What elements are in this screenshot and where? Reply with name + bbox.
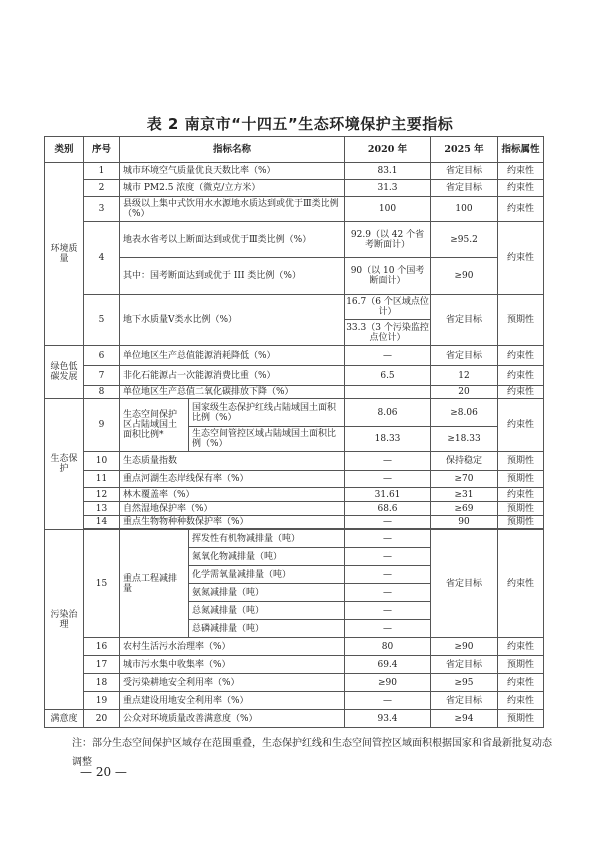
row-attr: 约束性 bbox=[498, 692, 544, 710]
table-row bbox=[45, 488, 544, 502]
row-attr: 约束性 bbox=[498, 488, 544, 502]
row-2020: — bbox=[345, 584, 431, 602]
header-category: 类别 bbox=[45, 137, 84, 163]
row-name: 城市 PM2.5 浓度（微克/立方米） bbox=[120, 180, 345, 197]
row-no: 18 bbox=[84, 674, 120, 692]
table-row bbox=[45, 163, 544, 180]
row-attr: 约束性 bbox=[498, 197, 544, 222]
row-no: 10 bbox=[84, 452, 120, 471]
row-name: 氮氧化物减排量（吨） bbox=[189, 548, 345, 566]
row-attr: 约束性 bbox=[498, 399, 544, 452]
row-name: 总氮减排量（吨） bbox=[189, 602, 345, 620]
row-name: 氨氮减排量（吨） bbox=[189, 584, 345, 602]
header-no: 序号 bbox=[84, 137, 120, 163]
table-row bbox=[45, 258, 544, 295]
row-2020: 83.1 bbox=[345, 163, 431, 180]
row-no: 16 bbox=[84, 638, 120, 656]
row-2020: 90（以 10 个国考断面计） bbox=[345, 258, 431, 295]
row-2020: — bbox=[345, 530, 431, 548]
row-2025: 90 bbox=[431, 516, 498, 529]
row-2025: 12 bbox=[431, 366, 498, 386]
page-number: — 20 — bbox=[80, 765, 127, 779]
row-name: 自然湿地保护率（%） bbox=[120, 502, 345, 516]
table-row bbox=[45, 222, 544, 258]
row-attr: 预期性 bbox=[498, 656, 544, 674]
row-no: 4 bbox=[84, 222, 120, 295]
row-2025: ≥94 bbox=[431, 710, 498, 728]
row-no: 5 bbox=[84, 295, 120, 346]
row-attr: 约束性 bbox=[498, 180, 544, 197]
row-2025: ≥18.33 bbox=[431, 427, 498, 452]
row-no: 6 bbox=[84, 346, 120, 366]
row-name: 县级以上集中式饮用水水源地水质达到或优于Ⅲ类比例（%） bbox=[120, 197, 345, 222]
row-name: 挥发性有机物减排量（吨） bbox=[189, 530, 345, 548]
row-no: 14 bbox=[84, 516, 120, 529]
row-no: 1 bbox=[84, 163, 120, 180]
row-2020-b: 33.3（3 个污染监控点位计） bbox=[346, 322, 429, 343]
row-name: 城市污水集中收集率（%） bbox=[120, 656, 345, 674]
table-note: 注：部分生态空间保护区域存在范围重叠，生态保护红线和生态空间管控区域面积根据国家和省最新批复动态调整 bbox=[72, 738, 552, 768]
row-no: 2 bbox=[84, 180, 120, 197]
row-attr: 约束性 bbox=[498, 638, 544, 656]
row-no: 11 bbox=[84, 471, 120, 488]
row-2025: 省定目标 bbox=[431, 530, 498, 638]
row-2025: ≥90 bbox=[431, 638, 498, 656]
table-row bbox=[45, 197, 544, 222]
table-row bbox=[45, 399, 544, 427]
row-2020: — bbox=[345, 346, 431, 366]
category-cell: 污染治理 bbox=[45, 530, 84, 710]
header-2020: 2020 年 bbox=[345, 137, 431, 163]
row-2025: ≥69 bbox=[431, 502, 498, 516]
row-name: 地下水质量Ⅴ类水比例（%） bbox=[120, 295, 345, 346]
row-2020: ≥90 bbox=[345, 674, 431, 692]
row-name: 其中：国考断面达到或优于 III 类比例（%） bbox=[120, 258, 345, 295]
row-attr: 预期性 bbox=[498, 502, 544, 516]
row-2020: — bbox=[345, 566, 431, 584]
row-attr: 约束性 bbox=[498, 386, 544, 399]
row-2020: 100 bbox=[345, 197, 431, 222]
row-attr: 预期性 bbox=[498, 295, 544, 346]
row-2020: — bbox=[345, 516, 431, 529]
row-name: 地表水省考以上断面达到或优于Ⅲ类比例（%） bbox=[120, 222, 345, 258]
row-2020: — bbox=[345, 452, 431, 471]
row-no: 19 bbox=[84, 692, 120, 710]
table-row bbox=[45, 656, 544, 674]
row-2025: ≥95 bbox=[431, 674, 498, 692]
header-attr: 指标属性 bbox=[498, 137, 544, 163]
row-2020: 18.33 bbox=[345, 427, 431, 452]
row-attr: 预期性 bbox=[498, 710, 544, 728]
row-attr: 约束性 bbox=[498, 674, 544, 692]
table-row bbox=[45, 638, 544, 656]
header-name: 指标名称 bbox=[120, 137, 345, 163]
row-2020: 68.6 bbox=[345, 502, 431, 516]
row-2020: 93.4 bbox=[345, 710, 431, 728]
table-row bbox=[45, 710, 544, 728]
table-row bbox=[45, 180, 544, 197]
table-row bbox=[45, 452, 544, 471]
row-2020-a: 16.7（6 个区域点位计） bbox=[345, 295, 430, 320]
row-no: 7 bbox=[84, 366, 120, 386]
table-row bbox=[45, 530, 544, 548]
row-attr: 预期性 bbox=[498, 471, 544, 488]
table-row bbox=[45, 471, 544, 488]
row-name: 受污染耕地安全利用率（%） bbox=[120, 674, 345, 692]
row-attr: 预期性 bbox=[498, 516, 544, 529]
row-name: 重点生物物种种数保护率（%） bbox=[120, 516, 345, 529]
header-row bbox=[45, 137, 544, 163]
row-2020: — bbox=[345, 548, 431, 566]
row-no: 13 bbox=[84, 502, 120, 516]
row-2020: 8.06 bbox=[345, 399, 431, 427]
row-2020: 69.4 bbox=[345, 656, 431, 674]
row-2020: 31.3 bbox=[345, 180, 431, 197]
row-2025: ≥70 bbox=[431, 471, 498, 488]
row-attr: 约束性 bbox=[498, 346, 544, 366]
row-2025: 省定目标 bbox=[431, 346, 498, 366]
row-no: 20 bbox=[84, 710, 120, 728]
row-attr: 预期性 bbox=[498, 452, 544, 471]
row-no: 12 bbox=[84, 488, 120, 502]
row-2025: 保持稳定 bbox=[431, 452, 498, 471]
row-group: 生态空间保护区占陆域国土面积比例* bbox=[120, 399, 189, 452]
table-row bbox=[45, 502, 544, 516]
table-row bbox=[45, 692, 544, 710]
row-attr: 约束性 bbox=[498, 530, 544, 638]
row-attr: 约束性 bbox=[498, 222, 544, 295]
row-name: 公众对环境质量改善满意度（%） bbox=[120, 710, 345, 728]
row-2025: 省定目标 bbox=[431, 656, 498, 674]
row-2020: — bbox=[345, 602, 431, 620]
row-2020: — bbox=[345, 620, 431, 638]
category-cell: 环境质量 bbox=[45, 163, 84, 346]
category-cell: 满意度 bbox=[45, 710, 84, 728]
row-no: 17 bbox=[84, 656, 120, 674]
row-attr: 约束性 bbox=[498, 366, 544, 386]
row-group: 重点工程减排量 bbox=[120, 530, 189, 638]
row-2020: 6.5 bbox=[345, 366, 431, 386]
row-2020: 92.9（以 42 个省考断面计） bbox=[345, 222, 431, 258]
table-row bbox=[45, 674, 544, 692]
row-name: 生态质量指数 bbox=[120, 452, 345, 471]
indicators-table bbox=[44, 136, 544, 728]
row-no: 3 bbox=[84, 197, 120, 222]
row-2025: 省定目标 bbox=[431, 692, 498, 710]
row-2025: ≥90 bbox=[431, 258, 498, 295]
row-no: 8 bbox=[84, 386, 120, 399]
row-name: 单位地区生产总值二氧化碳排放下降（%） bbox=[120, 386, 345, 399]
table-row bbox=[45, 516, 544, 529]
row-2025: 省定目标 bbox=[431, 163, 498, 180]
row-name: 国家级生态保护红线占陆域国土面积比例（%） bbox=[189, 399, 345, 427]
row-name: 总磷减排量（吨） bbox=[189, 620, 345, 638]
row-2020 bbox=[345, 386, 431, 399]
category-cell: 绿色低碳发展 bbox=[45, 346, 84, 399]
row-attr: 约束性 bbox=[498, 163, 544, 180]
row-2025: 省定目标 bbox=[431, 180, 498, 197]
row-2025: 100 bbox=[431, 197, 498, 222]
row-name: 非化石能源占一次能源消费比重（%） bbox=[120, 366, 345, 386]
row-2025: ≥31 bbox=[431, 488, 498, 502]
row-name: 化学需氧量减排量（吨） bbox=[189, 566, 345, 584]
row-name: 重点河湖生态岸线保有率（%） bbox=[120, 471, 345, 488]
table-title: 表 2 南京市“十四五”生态环境保护主要指标 bbox=[146, 115, 454, 133]
row-name: 重点建设用地安全利用率（%） bbox=[120, 692, 345, 710]
row-2020: — bbox=[345, 471, 431, 488]
row-name: 城市环境空气质量优良天数比率（%） bbox=[120, 163, 345, 180]
row-2020: 31.61 bbox=[345, 488, 431, 502]
row-2020: — bbox=[345, 692, 431, 710]
row-no: 9 bbox=[84, 399, 120, 452]
row-2025: ≥95.2 bbox=[431, 222, 498, 258]
table-row bbox=[45, 386, 544, 399]
table-row bbox=[45, 295, 544, 346]
row-no: 15 bbox=[84, 530, 120, 638]
category-cell: 生态保护 bbox=[45, 399, 84, 530]
row-name: 农村生活污水治理率（%） bbox=[120, 638, 345, 656]
row-name: 林木覆盖率（%） bbox=[120, 488, 345, 502]
row-name: 单位地区生产总值能源消耗降低（%） bbox=[120, 346, 345, 366]
row-name: 生态空间管控区域占陆域国土面积比例（%） bbox=[189, 427, 345, 452]
row-2025: 省定目标 bbox=[431, 295, 498, 346]
table-row bbox=[45, 366, 544, 386]
row-2020: 80 bbox=[345, 638, 431, 656]
header-2025: 2025 年 bbox=[431, 137, 498, 163]
row-2025: 20 bbox=[431, 386, 498, 399]
row-2025: ≥8.06 bbox=[431, 399, 498, 427]
table-row bbox=[45, 346, 544, 366]
